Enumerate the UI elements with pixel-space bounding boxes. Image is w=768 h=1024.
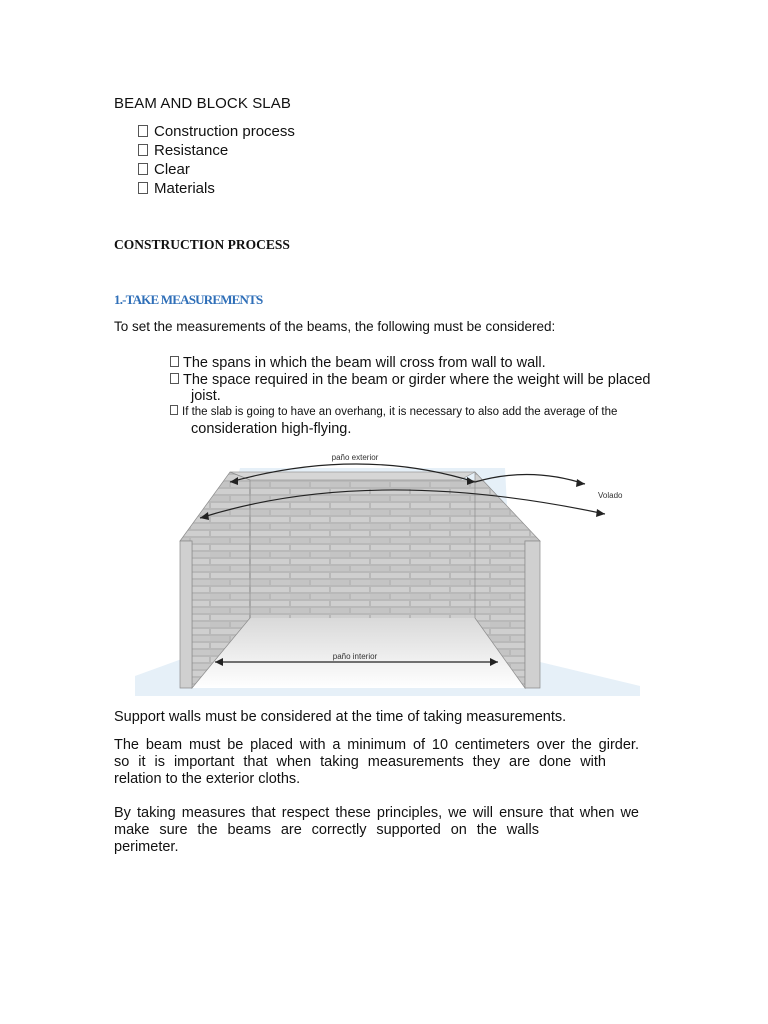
bullet-item: If the slab is going to have an overhang, it is necessary to also add the average of the [170, 405, 617, 418]
label-pano-exterior: paño exterior [331, 453, 379, 462]
toc-item: Resistance [138, 141, 295, 160]
bullet-continuation: consideration high-flying. [191, 421, 352, 437]
left-wall-edge [180, 541, 192, 688]
checkbox-glyph-icon [170, 356, 179, 367]
doc-title: BEAM AND BLOCK SLAB [114, 95, 291, 112]
section-heading: CONSTRUCTION PROCESS [114, 237, 290, 252]
label-pano-interior: paño interior [332, 652, 378, 661]
arrowhead [596, 509, 605, 517]
label-volado: Volado [598, 491, 623, 500]
wall-measurement-figure [130, 446, 645, 698]
checkbox-glyph-icon [170, 373, 179, 384]
intro-text: To set the measurements of the beams, the following must be considered: [114, 319, 556, 334]
back-wall [250, 480, 475, 618]
bullet-continuation: joist. [191, 388, 221, 404]
checkbox-glyph-icon [138, 163, 148, 175]
paragraph-support-walls: Support walls must be considered at the time of taking measurements. [114, 709, 567, 725]
right-wall-edge [525, 541, 540, 688]
toc-list [138, 122, 295, 198]
bullet-item: The space required in the beam or girder where the weight will be placed [170, 372, 650, 388]
step-heading: 1.-TAKE MEASUREMENTS [114, 292, 263, 307]
checkbox-glyph-icon [138, 182, 148, 194]
paragraph-principles: By taking measures that respect these principles, we will ensure that when we make sure the beams are correctly supported on the walls perimeter. [114, 805, 639, 855]
checkbox-glyph-icon [138, 125, 148, 137]
checkbox-glyph-icon [170, 405, 178, 415]
paragraph-beam-placement: The beam must be placed with a minimum of 10 centimeters over the girder. so it is important that when taking measurements they are done with relation to the exterior cloths. [114, 737, 639, 787]
toc-item: Materials [138, 179, 295, 198]
toc-item: Construction process [138, 122, 295, 141]
bullet-item: The spans in which the beam will cross from wall to wall. [170, 355, 546, 371]
toc-item: Clear [138, 160, 295, 179]
checkbox-glyph-icon [138, 144, 148, 156]
